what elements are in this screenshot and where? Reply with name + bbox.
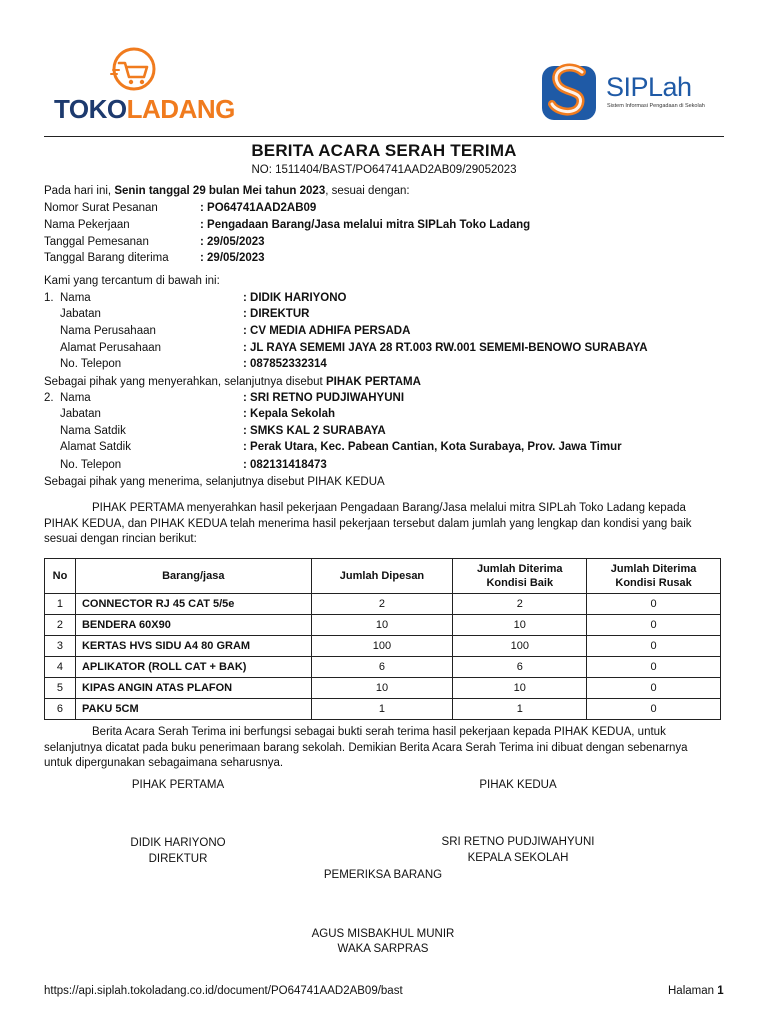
header-no: No	[45, 559, 76, 594]
table-row	[45, 594, 721, 615]
table-row	[45, 615, 721, 636]
row-no: 3	[45, 636, 76, 657]
row-good: 10	[453, 678, 587, 699]
party2-note: Sebagai pihak yang menerima, selanjutnya disebut PIHAK KEDUA	[44, 476, 385, 488]
row-no: 5	[45, 678, 76, 699]
header-received-damaged: Jumlah Diterima Kondisi Rusak	[587, 559, 721, 594]
header-ordered: Jumlah Dipesan	[311, 559, 453, 594]
table-row	[45, 678, 721, 699]
party1-address-value: : JL RAYA SEMEMI JAYA 28 RT.003 RW.001 SEMEMI-BENOWO SURABAYA	[243, 342, 648, 354]
row-ordered: 1	[311, 699, 453, 720]
row-good: 100	[453, 636, 587, 657]
intro-line: Pada hari ini, Senin tanggal 29 bulan Mei tahun 2023, sesuai dengan:	[44, 185, 410, 197]
row-good: 10	[453, 615, 587, 636]
party2-phone-label: No. Telepon	[60, 459, 122, 471]
first-party-title: DIREKTUR	[148, 853, 208, 865]
table-row	[45, 636, 721, 657]
row-item: APLIKATOR (ROLL CAT + BAK)	[75, 657, 311, 678]
party2-address-value: : Perak Utara, Kec. Pabean Cantian, Kota Surabaya, Prov. Jawa Timur	[243, 441, 622, 453]
table-row	[45, 699, 721, 720]
order-number-label: Nomor Surat Pesanan	[44, 202, 158, 214]
row-bad: 0	[587, 678, 721, 699]
row-bad: 0	[587, 615, 721, 636]
party1-name-label: Nama	[60, 292, 91, 304]
handover-paragraph: PIHAK PERTAMA menyerahkan hasil pekerjaan Pengadaan Barang/Jasa melalui mitra SIPLah Toko Ladang kepada PIHAK KEDUA, dan PIHAK KEDUA telah menerima hasil pekerjaan tersebut dalam jumlah yang lengkap dan kondisi yang baik sesuai dengan rincian berikut:	[44, 502, 692, 545]
row-item: CONNECTOR RJ 45 CAT 5/5e	[75, 594, 311, 615]
toko-ladang-wordmark: TOKOLADANG	[54, 94, 235, 124]
checker-name: AGUS MISBAKHUL MUNIR	[311, 928, 455, 940]
party1-company-value: : CV MEDIA ADHIFA PERSADA	[243, 325, 411, 337]
row-no: 2	[45, 615, 76, 636]
party2-school-value: : SMKS KAL 2 SURABAYA	[243, 425, 386, 437]
party2-position-value: : Kepala Sekolah	[243, 408, 336, 420]
row-no: 1	[45, 594, 76, 615]
first-party-role: PIHAK PERTAMA	[131, 779, 225, 791]
closing-paragraph: Berita Acara Serah Terima ini berfungsi sebagai bukti serah terima hasil pekerjaan kepada PIHAK KEDUA, untuk selanjutnya dicatat pada buku penerimaan barang sekolah. Demikian Berita Acara Serah Terima ini dibuat dengan sebenarnya untuk dipergunakan sebagaimana seharusnya.	[44, 726, 688, 769]
party1-phone-value: : 087852332314	[243, 358, 327, 370]
document-url: https://api.siplah.tokoladang.co.id/document/PO64741AAD2AB09/bast	[44, 985, 403, 997]
table-row	[45, 657, 721, 678]
party2-name-label: Nama	[60, 392, 91, 404]
toko-ladang-logo	[44, 44, 244, 134]
first-party-name: DIDIK HARIYONO	[130, 837, 226, 849]
document-number: NO: 1511404/BAST/PO64741AAD2AB09/29052023	[251, 164, 517, 176]
row-bad: 0	[587, 636, 721, 657]
order-date-value: : 29/05/2023	[200, 236, 265, 248]
party1-position-value: : DIREKTUR	[243, 308, 310, 320]
party1-address-label: Alamat Perusahaan	[60, 342, 162, 354]
row-item: KERTAS HVS SIDU A4 80 GRAM	[75, 636, 311, 657]
party1-phone-label: No. Telepon	[60, 358, 122, 370]
header-received-good: Jumlah Diterima Kondisi Baik	[453, 559, 587, 594]
second-party-title: KEPALA SEKOLAH	[467, 852, 569, 864]
party1-position-label: Jabatan	[60, 308, 101, 320]
row-item: BENDERA 60X90	[75, 615, 311, 636]
party2-address-label: Alamat Satdik	[60, 441, 131, 453]
row-ordered: 100	[311, 636, 453, 657]
siplah-wordmark: SIPLah	[606, 72, 692, 102]
checker-role: PEMERIKSA BARANG	[323, 869, 443, 881]
job-name-value: : Pengadaan Barang/Jasa melalui mitra SIPLah Toko Ladang	[200, 219, 531, 231]
row-item: KIPAS ANGIN ATAS PLAFON	[75, 678, 311, 699]
row-no: 6	[45, 699, 76, 720]
header-item: Barang/jasa	[75, 559, 311, 594]
row-no: 4	[45, 657, 76, 678]
document-title: BERITA ACARA SERAH TERIMA	[251, 141, 517, 160]
header-divider	[44, 136, 724, 137]
received-date-label: Tanggal Barang diterima	[44, 252, 169, 264]
page-indicator: Halaman 1	[668, 985, 724, 997]
party1-number: 1.	[44, 292, 54, 304]
parties-intro: Kami yang tercantum di bawah ini:	[44, 275, 220, 287]
row-item: PAKU 5CM	[75, 699, 311, 720]
party1-company-label: Nama Perusahaan	[60, 325, 156, 337]
party2-school-label: Nama Satdik	[60, 425, 126, 437]
job-name-label: Nama Pekerjaan	[44, 219, 130, 231]
party2-number: 2.	[44, 392, 54, 404]
row-bad: 0	[587, 657, 721, 678]
order-number-value: : PO64741AAD2AB09	[200, 202, 317, 214]
row-bad: 0	[587, 594, 721, 615]
items-table	[44, 558, 721, 720]
party2-phone-value: : 082131418473	[243, 459, 327, 471]
row-ordered: 6	[311, 657, 453, 678]
received-date-value: : 29/05/2023	[200, 252, 265, 264]
party2-position-label: Jabatan	[60, 408, 101, 420]
row-ordered: 2	[311, 594, 453, 615]
shopping-cart-icon	[99, 46, 169, 96]
row-ordered: 10	[311, 615, 453, 636]
checker-title: WAKA SARPRAS	[337, 943, 429, 955]
siplah-logo	[540, 56, 730, 128]
siplah-emblem-icon	[540, 58, 602, 124]
party2-name-value: : SRI RETNO PUDJIWAHYUNI	[243, 392, 405, 404]
siplah-tagline: Sistem Informasi Pengadaan di Sekolah	[607, 103, 705, 109]
second-party-name: SRI RETNO PUDJIWAHYUNI	[441, 836, 595, 848]
row-good: 2	[453, 594, 587, 615]
party1-name-value: : DIDIK HARIYONO	[243, 292, 347, 304]
party1-note: Sebagai pihak yang menyerahkan, selanjutnya disebut PIHAK PERTAMA	[44, 376, 421, 388]
table-header-row	[45, 559, 721, 594]
row-good: 6	[453, 657, 587, 678]
second-party-role: PIHAK KEDUA	[479, 779, 557, 791]
row-bad: 0	[587, 699, 721, 720]
row-ordered: 10	[311, 678, 453, 699]
row-good: 1	[453, 699, 587, 720]
order-date-label: Tanggal Pemesanan	[44, 236, 149, 248]
